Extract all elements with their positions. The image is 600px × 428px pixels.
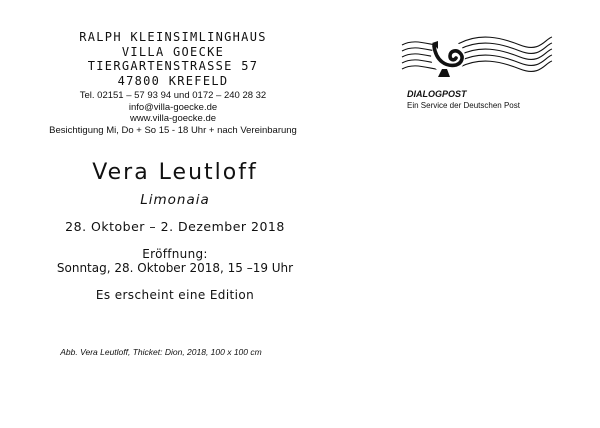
artist-name: Vera Leutloff: [92, 160, 258, 185]
sender-website: www.villa-goecke.de: [129, 113, 217, 124]
dialogpost-subtitle: Ein Service der Deutschen Post: [407, 101, 520, 110]
sender-city: 47800 KREFELD: [117, 73, 229, 88]
sender-villa: VILLA GOECKE: [121, 44, 225, 59]
sender-name: RALPH KLEINSIMLINGHAUS: [79, 30, 267, 44]
exhibition-title: Limonaia: [140, 192, 210, 208]
wave-lines: [400, 33, 560, 89]
sender-email: info@villa-goecke.de: [128, 101, 218, 113]
opening-date: Sonntag, 28. Oktober 2018, 15 –19 Uhr: [56, 261, 294, 275]
opening-label: Eröffnung:: [142, 247, 208, 261]
post-horn-icon: [426, 39, 470, 79]
sender-phone: Tel. 02151 – 57 93 94 und 0172 – 240 28 32: [79, 90, 267, 101]
exhibition-dates: 28. Oktober – 2. Dezember 2018: [65, 219, 285, 234]
edition-note: Es erscheint eine Edition: [95, 288, 255, 302]
dialogpost-stamp: [400, 33, 560, 113]
image-caption: Abb. Vera Leutloff, Thicket: Dion, 2018, 100 x 100 cm: [60, 347, 262, 357]
dialogpost-title: DIALOGPOST: [407, 89, 467, 99]
sender-street: TIERGARTENSTRASSE 57: [87, 59, 259, 73]
sender-visiting-hours: Besichtigung Mi, Do + So 15 - 18 Uhr + nach Vereinbarung: [49, 124, 297, 136]
sender-address-block: [48, 30, 298, 136]
